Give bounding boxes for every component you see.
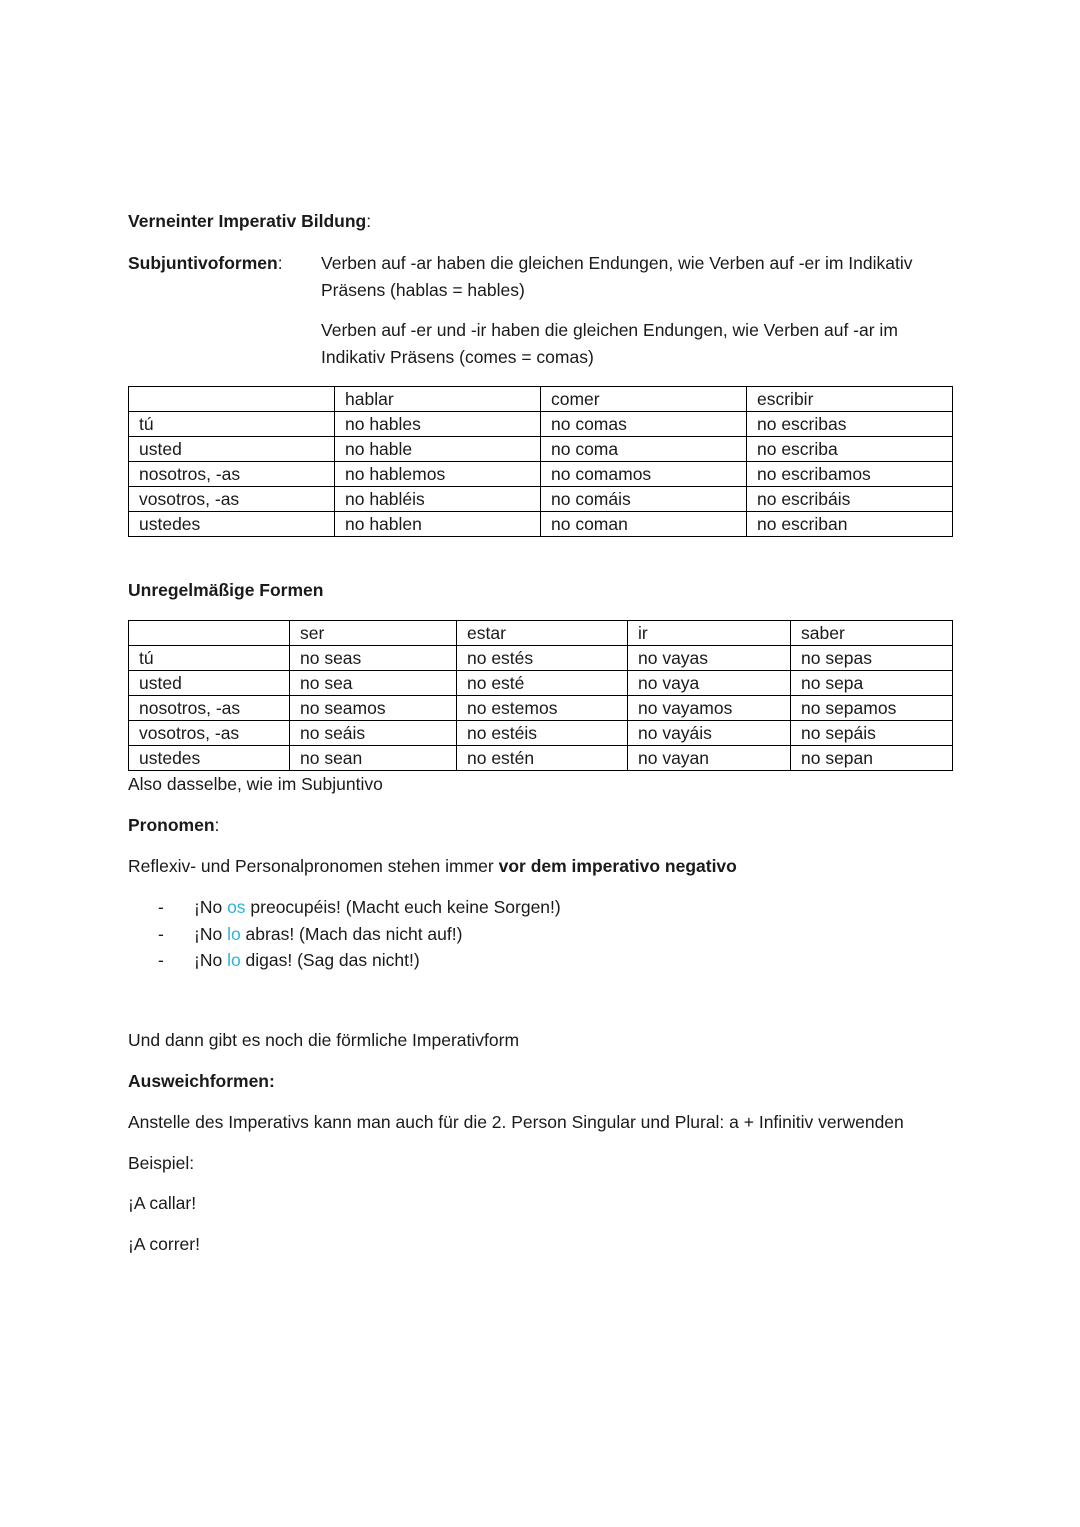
table-cell: no comas bbox=[541, 412, 747, 437]
example-prefix: ¡No bbox=[194, 950, 228, 970]
table-cell: no vaya bbox=[628, 671, 791, 696]
highlighted-pronoun: lo bbox=[227, 923, 241, 944]
beispiel-label: Beispiel: bbox=[128, 1153, 195, 1173]
table-header-cell: escribir bbox=[747, 387, 953, 412]
table-cell: no hablemos bbox=[335, 462, 541, 487]
irregular-conjugation-table bbox=[128, 620, 953, 771]
table-cell: no escribáis bbox=[747, 487, 953, 512]
table-cell: no vayáis bbox=[628, 721, 791, 746]
table-cell: no estén bbox=[457, 746, 628, 771]
list-item bbox=[158, 894, 561, 921]
table-cell: nosotros, -as bbox=[129, 462, 335, 487]
table-row bbox=[129, 487, 953, 512]
pronomen-label: Pronomen bbox=[128, 815, 215, 835]
pronomen-rule bbox=[128, 856, 737, 877]
table-row bbox=[129, 462, 953, 487]
table-cell: tú bbox=[129, 412, 335, 437]
irregular-title: Unregelmäßige Formen bbox=[128, 580, 324, 600]
table-cell: no vayan bbox=[628, 746, 791, 771]
heading-colon: : bbox=[366, 211, 372, 231]
table-cell: no sepáis bbox=[791, 721, 953, 746]
table-cell: no sea bbox=[290, 671, 457, 696]
table-row bbox=[129, 746, 953, 771]
table-cell: no estéis bbox=[457, 721, 628, 746]
example-prefix: ¡No bbox=[194, 923, 228, 944]
table-cell: no sepan bbox=[791, 746, 953, 771]
example-suffix: digas! (Sag das nicht!) bbox=[240, 950, 420, 970]
table-cell: no estemos bbox=[457, 696, 628, 721]
ausweich-title: Ausweichformen: bbox=[128, 1071, 275, 1091]
highlighted-pronoun: lo bbox=[227, 950, 241, 970]
table-header-cell: saber bbox=[791, 621, 953, 646]
table-cell: no esté bbox=[457, 671, 628, 696]
table-cell: no seamos bbox=[290, 696, 457, 721]
table-header-row bbox=[129, 387, 953, 412]
table-cell: no escriba bbox=[747, 437, 953, 462]
table-row bbox=[129, 512, 953, 537]
table-cell: no escriban bbox=[747, 512, 953, 537]
table-cell: no escribamos bbox=[747, 462, 953, 487]
highlighted-pronoun: os bbox=[227, 897, 246, 917]
example-line: ¡A callar! bbox=[128, 1193, 197, 1213]
table-cell: tú bbox=[129, 646, 290, 671]
table-header-cell: ir bbox=[628, 621, 791, 646]
page-title bbox=[128, 211, 371, 232]
table-cell: usted bbox=[129, 671, 290, 696]
table-cell: no comáis bbox=[541, 487, 747, 512]
example-line: ¡A correr! bbox=[128, 1234, 200, 1254]
table-cell: ustedes bbox=[129, 512, 335, 537]
table-cell: no sepas bbox=[791, 646, 953, 671]
list-item bbox=[158, 921, 561, 948]
ausweich-text: Anstelle des Imperativs kann man auch für die 2. Person Singular und Plural: a + Infinitiv verwenden bbox=[128, 1112, 904, 1132]
subjuntivo-label-line bbox=[128, 253, 283, 274]
table-cell: nosotros, -as bbox=[129, 696, 290, 721]
bullet-dash: - bbox=[158, 950, 164, 970]
example-suffix: abras! (Mach das nicht auf!) bbox=[240, 923, 463, 944]
table-cell: vosotros, -as bbox=[129, 721, 290, 746]
table-cell: usted bbox=[129, 437, 335, 462]
subjuntivo-label: Subjuntivoformen bbox=[128, 253, 278, 273]
table-cell: no coma bbox=[541, 437, 747, 462]
table-header-cell: hablar bbox=[335, 387, 541, 412]
table-row bbox=[129, 696, 953, 721]
pronoun-example-list bbox=[158, 894, 561, 974]
table-cell: no hable bbox=[335, 437, 541, 462]
table-cell: no sean bbox=[290, 746, 457, 771]
table-cell: no coman bbox=[541, 512, 747, 537]
table-cell: no vayas bbox=[628, 646, 791, 671]
bullet-dash: - bbox=[158, 897, 164, 917]
table-cell: ustedes bbox=[129, 746, 290, 771]
table-cell: no sepamos bbox=[791, 696, 953, 721]
rule-er-ir-text: Verben auf -er und -ir haben die gleichen Endungen, wie Verben auf -ar im Indikativ Präsens (comes = comas) bbox=[321, 320, 898, 367]
pronomen-label-line bbox=[128, 815, 219, 836]
table-cell: no seas bbox=[290, 646, 457, 671]
table-row bbox=[129, 437, 953, 462]
table-cell: no estés bbox=[457, 646, 628, 671]
table-header-cell bbox=[129, 387, 335, 412]
pronomen-rule-text: Reflexiv- und Personalpronomen stehen immer bbox=[128, 856, 499, 876]
table-row bbox=[129, 671, 953, 696]
table-cell: no habléis bbox=[335, 487, 541, 512]
heading-label: Verneinter Imperativ Bildung bbox=[128, 211, 367, 231]
table-header-cell: estar bbox=[457, 621, 628, 646]
table-cell: no seáis bbox=[290, 721, 457, 746]
table-cell: no escribas bbox=[747, 412, 953, 437]
table-cell: no sepa bbox=[791, 671, 953, 696]
table-cell: no hablen bbox=[335, 512, 541, 537]
table-cell: vosotros, -as bbox=[129, 487, 335, 512]
table-row bbox=[129, 646, 953, 671]
example-suffix: preocupéis! (Macht euch keine Sorgen!) bbox=[245, 897, 561, 917]
table-cell: no vayamos bbox=[628, 696, 791, 721]
pronomen-rule-emphasis: vor dem imperativo negativo bbox=[498, 856, 737, 876]
rule-ar-text: Verben auf -ar haben die gleichen Endungen, wie Verben auf -er im Indikativ Präsens (hablas = hables) bbox=[321, 253, 913, 300]
irregular-note: Also dasselbe, wie im Subjuntivo bbox=[128, 774, 383, 794]
regular-conjugation-table bbox=[128, 386, 953, 537]
subjuntivo-colon: : bbox=[277, 253, 283, 273]
table-row bbox=[129, 412, 953, 437]
pronomen-colon: : bbox=[214, 815, 220, 835]
table-cell: no hables bbox=[335, 412, 541, 437]
table-row bbox=[129, 721, 953, 746]
table-header-cell: ser bbox=[290, 621, 457, 646]
list-item bbox=[158, 947, 561, 974]
example-prefix: ¡No bbox=[194, 897, 228, 917]
table-header-cell bbox=[129, 621, 290, 646]
table-header-row bbox=[129, 621, 953, 646]
bullet-dash: - bbox=[158, 923, 164, 944]
formal-note: Und dann gibt es noch die förmliche Imperativform bbox=[128, 1030, 520, 1050]
table-header-cell: comer bbox=[541, 387, 747, 412]
table-cell: no comamos bbox=[541, 462, 747, 487]
